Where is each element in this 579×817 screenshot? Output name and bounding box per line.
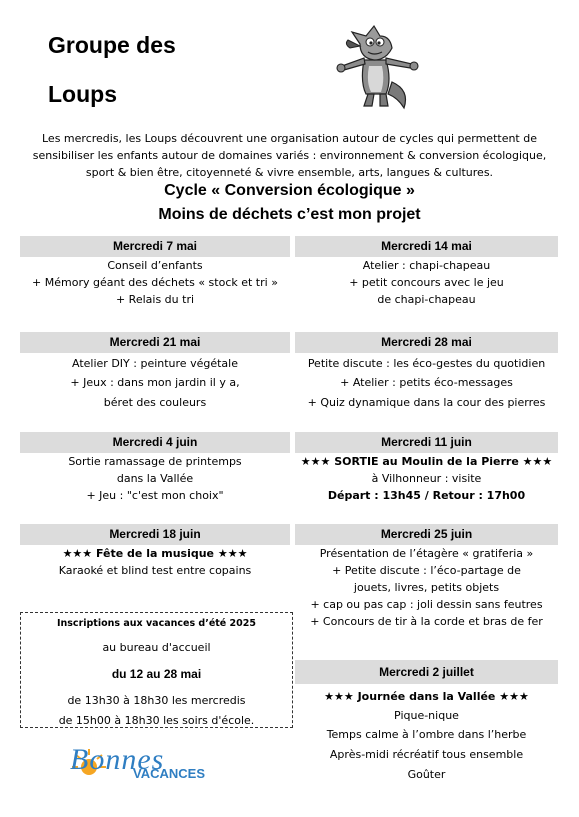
intro-line: Les mercredis, les Loups découvrent une organisation autour de cycles qui permettent de: [42, 132, 537, 145]
session-line: Départ : 13h45 / Retour : 17h00: [327, 489, 526, 502]
session-card: [20, 432, 290, 504]
session-line: de chapi-chapeau: [377, 293, 476, 306]
session-card: [295, 660, 558, 783]
session-date: Mercredi 21 mai: [20, 332, 290, 353]
registration-place: au bureau d'accueil: [102, 641, 211, 654]
session-line: béret des couleurs: [103, 396, 207, 409]
logo-word-vacances: VACANCES: [133, 766, 205, 781]
session-card: [295, 332, 558, 411]
session-date: Mercredi 18 juin: [20, 524, 290, 545]
session-line: + Jeux : dans mon jardin il y a,: [70, 376, 240, 389]
session-date: Mercredi 11 juin: [295, 432, 558, 453]
session-line: ★★★ Journée dans la Vallée ★★★: [324, 690, 529, 703]
session-date: Mercredi 4 juin: [20, 432, 290, 453]
session-card: [295, 524, 558, 630]
session-line: dans la Vallée: [116, 472, 194, 485]
session-line: + Concours de tir à la corde et bras de fer: [310, 615, 543, 628]
registration-dates: du 12 au 28 mai: [111, 667, 202, 681]
session-line: + petit concours avec le jeu: [349, 276, 504, 289]
session-line: à Vilhonneur : visite: [371, 472, 482, 485]
session-line: Sortie ramassage de printemps: [68, 455, 242, 468]
session-date: Mercredi 25 juin: [295, 524, 558, 545]
session-card: [20, 332, 290, 411]
session-card: [20, 524, 290, 579]
page-title-line1: Groupe des: [48, 32, 176, 58]
session-line: Atelier : chapi-chapeau: [362, 259, 491, 272]
session-line: Pique-nique: [394, 709, 459, 722]
session-line: ★★★ Fête de la musique ★★★: [62, 547, 248, 560]
intro-line: sport & bien être, citoyenneté & vivre ensemble, arts, langues & cultures.: [85, 166, 494, 179]
registration-hours: de 13h30 à 18h30 les mercredis: [67, 694, 246, 707]
session-card: [295, 236, 558, 308]
registration-hours: de 15h00 à 18h30 les soirs d'école.: [58, 714, 255, 727]
cycle-subtitle: Moins de déchets c’est mon projet: [158, 206, 421, 223]
session-line: + Relais du tri: [115, 293, 195, 306]
session-line: Présentation de l’étagère « gratiferia »: [319, 547, 534, 560]
registration-title: Inscriptions aux vacances d’été 2025: [56, 618, 256, 629]
session-line: Conseil d’enfants: [107, 259, 203, 272]
session-line: Petite discute : les éco-gestes du quotidien: [307, 357, 546, 370]
session-line: ★★★ SORTIE au Moulin de la Pierre ★★★: [300, 455, 553, 468]
logo-word-bonnes: Bonnes: [70, 743, 165, 776]
session-line: jouets, livres, petits objets: [353, 581, 500, 594]
session-line: Après-midi récréatif tous ensemble: [329, 748, 524, 761]
session-line: + Atelier : petits éco-messages: [340, 376, 513, 389]
session-date: Mercredi 2 juillet: [295, 660, 558, 684]
page-title-line2: Loups: [48, 81, 117, 107]
cycle-title: Cycle « Conversion écologique »: [164, 182, 415, 199]
session-line: Goûter: [407, 768, 446, 781]
session-line: + Quiz dynamique dans la cour des pierres: [307, 396, 546, 409]
session-date: Mercredi 7 mai: [20, 236, 290, 257]
session-date: Mercredi 14 mai: [295, 236, 558, 257]
session-line: + Petite discute : l’éco-partage de: [332, 564, 521, 577]
session-date: Mercredi 28 mai: [295, 332, 558, 353]
session-line: + Jeu : "c'est mon choix": [86, 489, 224, 502]
session-card: [295, 432, 558, 504]
session-line: Atelier DIY : peinture végétale: [72, 357, 238, 370]
session-line: + Mémory géant des déchets « stock et tri »: [32, 276, 278, 289]
registration-box: [20, 612, 293, 728]
wolf-illustration: [330, 20, 426, 112]
session-line: Karaoké et blind test entre copains: [58, 564, 252, 577]
session-line: + cap ou pas cap : joli dessin sans feutres: [310, 598, 543, 611]
intro-paragraph: [18, 130, 561, 181]
session-card: [20, 236, 290, 308]
intro-line: sensibiliser les enfants autour de domaines variés : environnement & conversion écologique,: [32, 149, 547, 162]
bonnes-vacances-logo: [66, 745, 256, 785]
session-line: Temps calme à l’ombre dans l’herbe: [326, 728, 527, 741]
